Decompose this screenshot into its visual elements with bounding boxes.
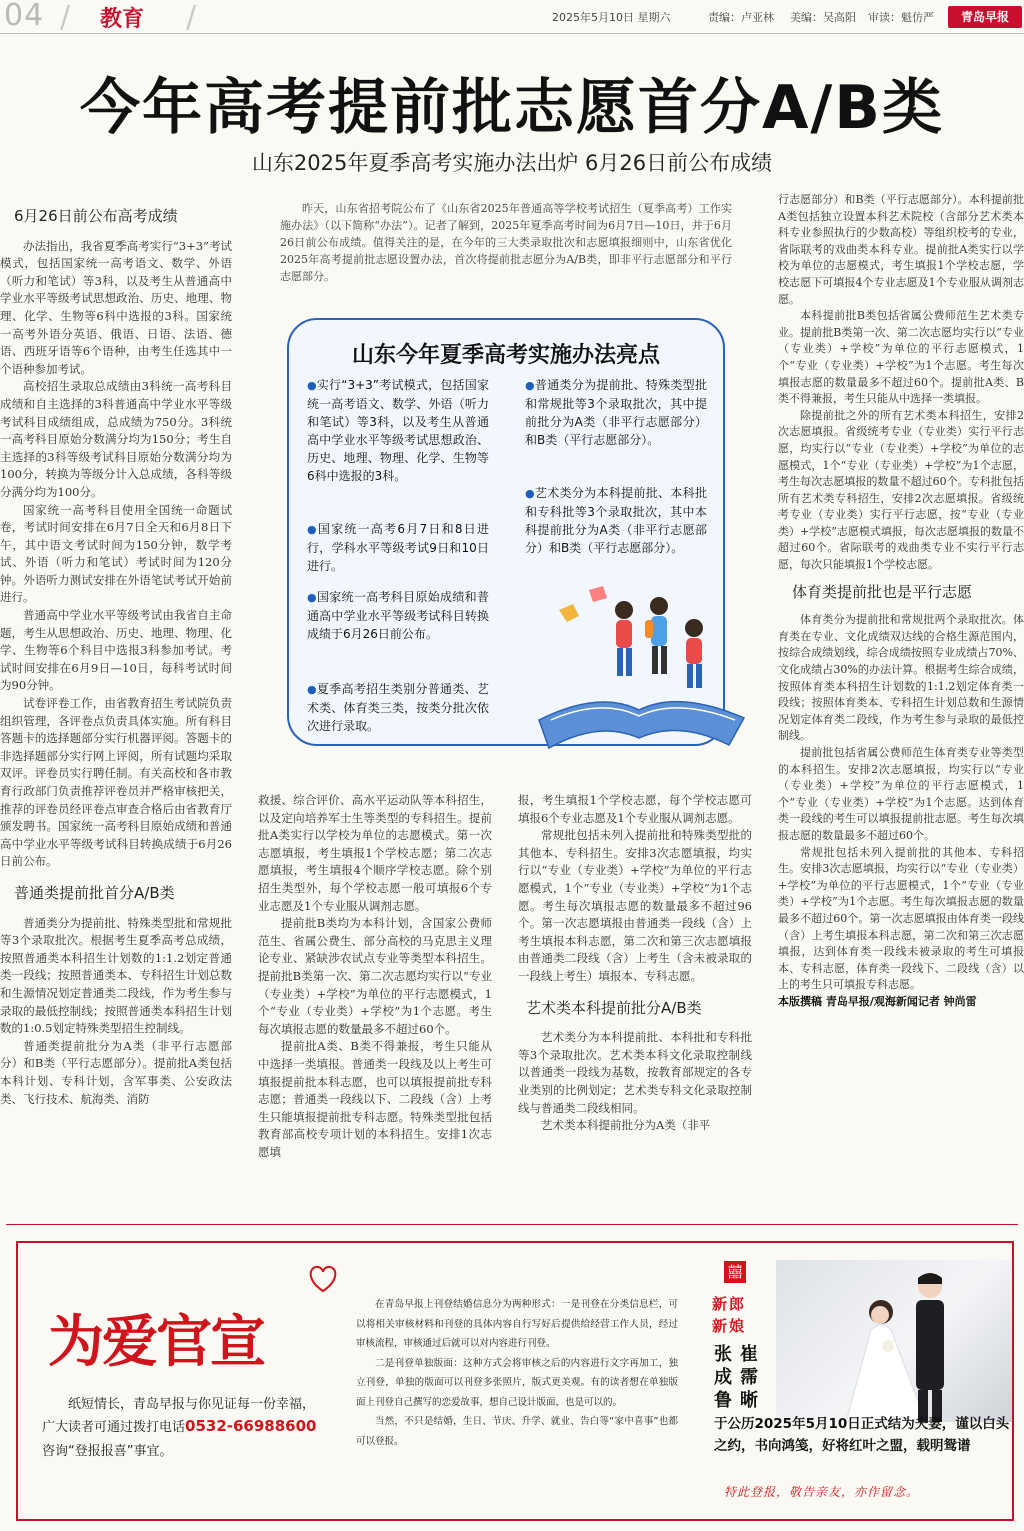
section-heading: 体育类提前批也是平行志愿 — [792, 582, 973, 601]
section-heading: 普通类提前批首分A/B类 — [14, 883, 175, 902]
lead-paragraph: 昨天，山东省招考院公布了《山东省2025年普通高等学校考试招生（夏季高考）工作实施办法》（以下简称“办法”）。记者了解到，2025年夏季高考时间为6月7日—10日，并于6月26日前公布成绩。值得关注的是，在今年的三大类录取批次和志愿填报细则中，山东省优化2025年高考提前批志愿设置办法，首次将提前批志愿分为A/B类，即非平行志愿部分和平行志愿部分。 — [280, 202, 732, 283]
section-heading: 艺术类本科提前批分A/B类 — [526, 998, 702, 1017]
article-column-2 — [258, 792, 492, 1161]
paragraph: 国家统一高考科目使用全国统一命题试卷，考试时间安排在6月7日全天和6月8日下午，其中语文考试时间为150分钟，数学考试、外语（听力和笔试）考试时间为120分钟。外语听力测试安排在外语笔试考试开始前进行。 — [0, 502, 232, 605]
highlight-item: ●普通类分为提前批、特殊类型批和常规批等3个录取批次，其中提前批分为A类（非平行志愿部分）和B类（平行志愿部分）。 — [525, 378, 707, 447]
highlight-item: ●艺术类分为本科提前批、本科批和专科批等3个录取批次，其中本科提前批分为A类（非平行志愿部分）和B类（平行志愿部分）。 — [525, 486, 707, 555]
ad-consult: 咨询“登报报喜”事宜。 — [42, 1444, 173, 1459]
heart-icon — [306, 1263, 340, 1293]
groom-label: 新郎 — [712, 1295, 747, 1313]
ad-phone: 0532-66988600 — [185, 1417, 317, 1435]
ad-info-paragraph: 在青岛早报上刊登结婚信息分为两种形式：一是刊登在分类信息栏，可以将相关审核材料和刊登的具体内容自行写好后提供给经营工作人员，经过审核流程，审核通过后就可以对内容进行刊登。 — [356, 1299, 678, 1349]
bride-name: 崔霈晰 — [740, 1344, 758, 1411]
header-slash: / — [60, 0, 71, 35]
ad-closing: 特此登报，敬告亲友，亦作留念。 — [724, 1485, 920, 1499]
page-number: 04 — [4, 0, 45, 33]
paragraph: 普通类分为提前批、特殊类型批和常规批等3个录取批次。根据考生夏季高考总成绩，按照普通类本科招生计划数的1:1.2划定普通类一段线；按照普通类本、专科招生计划总数和生源情况划定普通类二段线，作为考生参与录取的最低控制线；按照普通类本科招生计划数的1:0.5划定特殊类型招生控制线。 — [0, 915, 232, 1036]
highlight-item: ●国家统一高考科目原始成绩和普通高中学业水平等级考试科目转换成绩于6月26日前公布。 — [307, 590, 489, 641]
wedding-announcement-ad — [6, 1224, 1018, 1528]
bullet-icon: ● — [525, 379, 535, 392]
paragraph: 行志愿部分）和B类（平行志愿部分）。本科提前批A类包括独立设置本科艺术院校（含部分艺术类本科专业参照执行的少数高校）等组织校考的专业，省际联考的戏曲类本科专业。提前批A类实行以学校为单位的志愿模式，考生填报1个学校志愿，学校志愿下可填报4个专业志愿及1个专业服从调剂志愿。 — [778, 193, 1024, 306]
bullet-icon: ● — [307, 683, 317, 696]
issue-date: 2025年5月10日 星期六 — [552, 11, 671, 24]
highlight-item: ●实行“3+3”考试模式，包括国家统一高考语文、数学、外语（听力和笔试）等3科，以及考生从普通高中学业水平等级考试思想政治、历史、地理、物理、化学、生物等6科中选报的3科。 — [307, 378, 489, 483]
paragraph: 提前批A类、B类不得兼报，考生只能从中选择一类填报。普通类一段线及以上考生可填报提前批本科志愿，也可以填报提前批专科志愿；普通类一段线以下、二段线（含）上考生只能填报提前批专科志愿。特殊类型批包括教育部高校专项计划的本科招生。安排1次志愿填 — [258, 1039, 492, 1159]
page-header — [0, 0, 1024, 34]
wedding-announcement-text: 于公历2025年5月10日正式结为夫妻，谨以白头之约，书向鸿笺，好将红叶之盟，载明鸳谱 — [714, 1416, 1010, 1454]
bullet-icon: ● — [307, 523, 318, 536]
highlight-item: ●夏季高考招生类别分普通类、艺术类、体育类三类，按类分批次依次进行录取。 — [307, 682, 489, 733]
paragraph: 本科提前批B类包括省属公费师范生艺术类专业。提前批B类第一次、第二次志愿均实行以“专业（专业类）+学校”为单位的平行志愿模式，1个“专业（专业类）+学校”为1个志愿。考生每次填报志愿的数量最多不超过60个。提前批A类、B类不得兼报，考生只能从中选择一类填报。 — [778, 309, 1024, 406]
ad-headline: 为爱官宣 — [48, 1309, 264, 1375]
paragraph: 常规批包括未列入提前批和特殊类型批的其他本、专科招生。安排3次志愿填报，均实行以“专业（专业类）+学校”为单位的平行志愿模式，1个“专业（专业类）+学校”为1个志愿。考生每次填报志愿的数量最多不超过96个。第一次志愿填报由普通类一段线（含）上考生填报本科志愿，第二次和第三次志愿填报由普通类二段线（含）上考生（含未被录取的一段线上考生）填报本、专科志愿。 — [518, 828, 752, 983]
editor: 责编：卢亚林 — [708, 11, 774, 24]
ad-slogan: 纸短情长，青岛早报与你见证每一份幸福， — [68, 1397, 316, 1412]
bullet-icon: ● — [307, 379, 317, 392]
ad-info-paragraph: 当然，不只是结婚，生日、节庆、升学、就业、告白等“家中喜事”也都可以登报。 — [356, 1416, 678, 1447]
paragraph: 高校招生录取总成绩由3科统一高考科目成绩和自主选择的3科普通高中学业水平等级考试科目成绩组成，总成绩为750分。3科统一高考科目原始分数满分均为150分；考生自主选择的3科等级考试科目原始分数满分均为100分，转换为等级分计入总成绩，各科等级分满分均为100分。 — [0, 379, 232, 499]
proofreader: 审读：魁仿严 — [868, 11, 934, 24]
groom-name: 张成鲁 — [714, 1344, 732, 1411]
students-on-book-illustration — [529, 570, 749, 760]
highlight-item: ●国家统一高考6月7日和8日进行，学科水平等级考试9日和10日进行。 — [307, 522, 490, 573]
art-editor: 美编：吴高阳 — [790, 11, 856, 24]
ad-info-paragraph: 二是刊登单独版面：这种方式会将审核之后的内容进行文字再加工，独立刊登，单独的版面可以刊登多张照片，版式更美观。有的读者想在单独版面上刊登自己撰写的恋爱故事，想自己设计版面，也是可以的。 — [356, 1357, 678, 1408]
article-column-3 — [518, 792, 752, 1135]
paragraph: 办法指出，我省夏季高考实行“3+3”考试模式，包括国家统一高考语文、数学、外语（听力和笔试）等3科，以及考生从普通高中学业水平等级考试思想政治、历史、地理、物理、化学、生物等6科中选报的3科。国家统一高考外语分英语、俄语、日语、法语、德语、西班牙语等6个语种，由考生任选其中一个语种参加考试。 — [0, 238, 232, 376]
ad-phone-line: 广大读者可通过拨打电话0532-66988600 — [42, 1417, 317, 1435]
paragraph: 报，考生填报1个学校志愿，每个学校志愿可填报6个专业志愿及1个专业服从调剂志愿。 — [518, 793, 752, 825]
ad-info — [356, 1295, 678, 1451]
paragraph: 试卷评卷工作，由省教育招生考试院负责组织管理，各评卷点负责具体实施。所有科目答题卡的选择题部分实行机器评阅。答题卡的非选择题部分实行网上评阅，所有试题均采取双评。评卷员实行聘任制。有关高校和各市教育行政部门负责推荐评卷员并严格审核把关，推荐的评卷员经评卷点审查合格后由省教育厅颁发聘书。国家统一高考科目原始成绩和普通高中学业水平等级考试科目转换成绩于6月26日前公布。 — [0, 696, 232, 869]
highlights-title: 山东今年夏季高考实施办法亮点 — [351, 342, 660, 368]
header-slash: / — [186, 0, 197, 35]
newspaper-logo: 青岛早报 — [948, 6, 1022, 28]
paragraph: 艺术类分为本科提前批、本科批和专科批等3个录取批次。艺术类本科文化录取控制线以普通类一段线为基数，按教育部规定的各专业类别的比例划定；艺术类专科文化录取控制线与普通类二段线相同。 — [518, 1030, 752, 1115]
highlights-box — [287, 318, 725, 746]
paragraph: 体育类分为提前批和常规批两个录取批次。体育类在专业、文化成绩双达线的合格生源范围内，按综合成绩划线，综合成绩按照专业成绩占70%、文化成绩占30%的办法计算。根据考生综合成绩，按照体育类本科招生计划数的1:1.2划定体育类一段线；按照体育类本、专科招生计划总数和生源情况划定体育类二段线，作为考生参与录取的最低控制线。 — [778, 613, 1024, 743]
bullet-icon: ● — [525, 487, 535, 500]
paragraph: 提前批包括省属公费师范生体育类专业等类型的本科招生。安排2次志愿填报，均实行以“专业（专业类）+学校”为单位的平行志愿模式，1个“专业（专业类）+学校”为1个志愿。达到体育类一段线的考生可以填报提前批志愿。考生每次填报志愿的数量最多不超过60个。 — [778, 746, 1024, 842]
article-column-1 — [0, 200, 232, 1108]
bride-label: 新娘 — [712, 1317, 747, 1335]
section-name: 教育 — [100, 7, 145, 32]
paragraph: 除提前批之外的所有艺术类本科招生，安排2次志愿填报。省级统考专业（专业类）实行平行志愿，均实行以“专业（专业类）+学校”为单位的志愿模式，1个“专业（专业类）+学校”为1个志愿，考生每次志愿填报的数量不超过60个。专科批包括所有艺术类专科招生，安排2次志愿填报。省级统考专业（专业类）实行平行志愿，按“专业（专业类）+学校”志愿模式填报，每次志愿填报的数量不超过60个。省际联考的戏曲类专业不实行平行志愿，每次只能填报1个学校志愿。 — [778, 408, 1024, 572]
paragraph: 提前批B类均为本科计划，含国家公费师范生、省属公费生、部分高校的马克思主义理论专业、紧缺涉农试点专业等类型本科招生。提前批B类第一次、第二次志愿均实行以“专业（专业类）+学校”为单位的平行志愿模式，1个“专业（专业类）+学校”为1个志愿。考生每次填报志愿的数量最多不超过60个。 — [258, 916, 492, 1036]
byline: 本版撰稿 青岛早报/观海新闻记者 钟尚雷 — [778, 994, 977, 1008]
bullet-icon: ● — [307, 591, 317, 604]
headline: 今年高考提前批志愿首分A/B类 — [79, 73, 945, 143]
subheadline: 山东2025年夏季高考实施办法出炉 6月26日前公布成绩 — [251, 151, 773, 175]
wedding-photo — [776, 1260, 1012, 1422]
paragraph: 艺术类本科提前批分为A类（非平 — [541, 1118, 711, 1133]
paragraph: 救援、综合评价、高水平运动队等本科招生，以及定向培养军士生等类型的专科招生。提前批A类实行以学校为单位的志愿模式。第一次志愿填报，考生填报1个学校志愿；第二次志愿填报，考生填报4个顺序学校志愿。除个别招生类型外，每个学校志愿一般可填报6个专业志愿及1个专业服从调剂志愿。 — [258, 793, 492, 913]
double-happiness-icon: 囍 — [724, 1261, 746, 1283]
paragraph: 普通类提前批分为A类（非平行志愿部分）和B类（平行志愿部分）。提前批A类包括本科计划、专科计划，含军事类、公安政法类、飞行技术、航海类、消防 — [0, 1038, 232, 1106]
section-heading: 6月26日前公布高考成绩 — [14, 207, 178, 225]
paragraph: 普通高中学业水平等级考试由我省自主命题，考生从思想政治、历史、地理、物理、化学、生物等6个科目中选报3科参加考试。考试时间安排在6月9日—10日，每科考试时间为90分钟。 — [0, 608, 232, 693]
paragraph: 常规批包括未列入提前批的其他本、专科招生。安排3次志愿填报，均实行以“专业（专业类）+学校”为单位的平行志愿模式，1个“专业（专业类）+学校”为1个志愿。考生每次填报志愿的数量最多不超过60个。第一次志愿填报由体育类一段线（含）上考生填报本科志愿，第二次和第三次志愿填报，达到体育类一段线未被录取的考生可填报本、专科志愿，体育类一段线下、二段线（含）以上的考生只可填报专科志愿。 — [778, 845, 1024, 992]
article-column-4 — [778, 192, 1024, 1011]
